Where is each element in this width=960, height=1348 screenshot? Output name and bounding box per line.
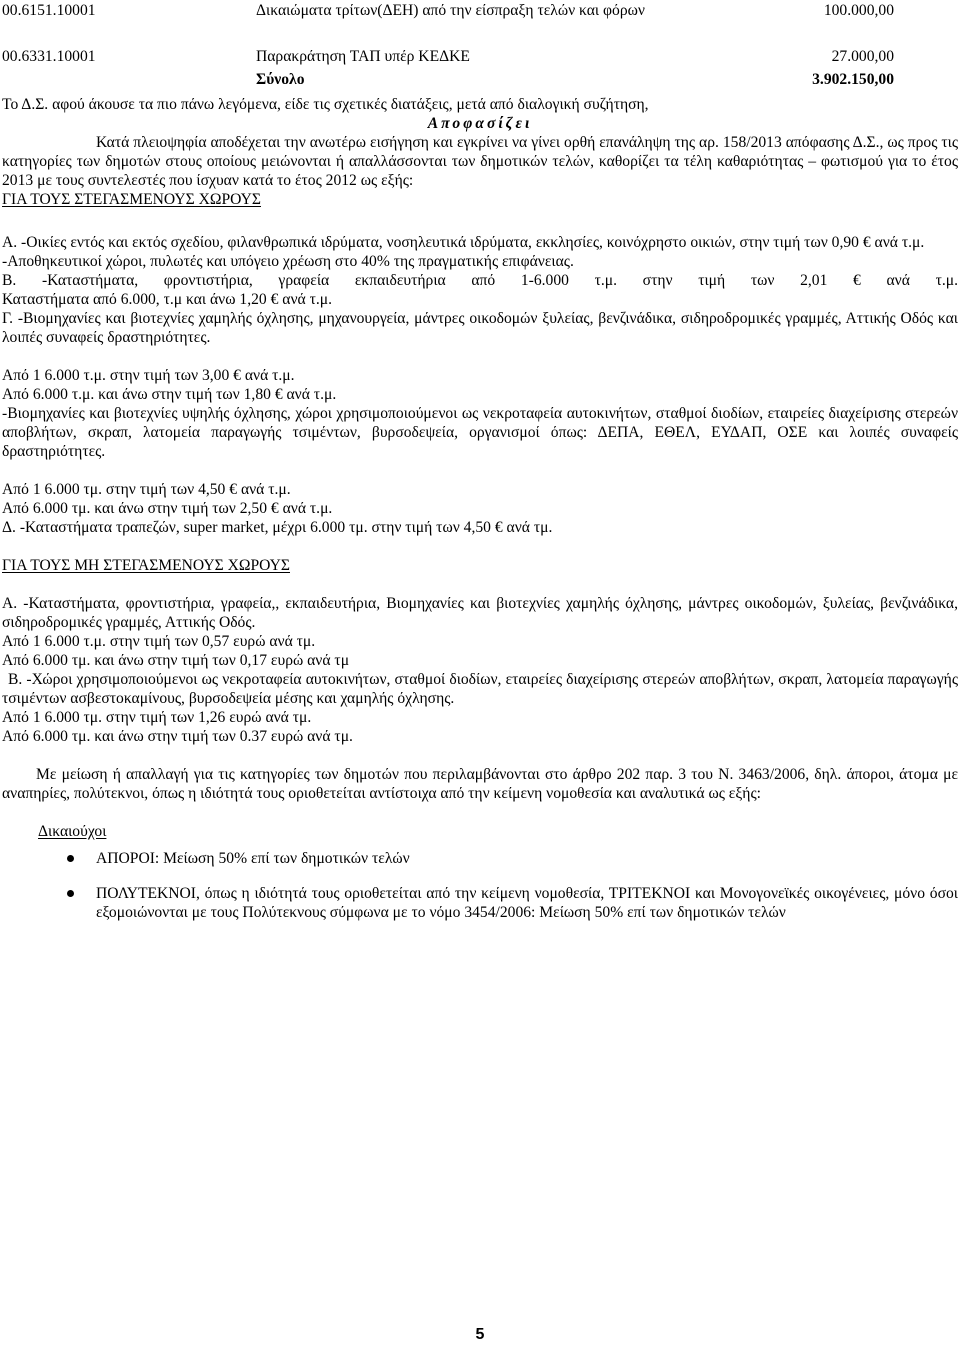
spacer <box>2 347 958 366</box>
budget-code: 00.6151.10001 <box>2 2 96 19</box>
budget-row <box>0 47 960 66</box>
document-body <box>2 95 958 938</box>
uncovered-item-b-rate-2: Από 6.000 τμ. και άνω στην τιμή των 0.37 ευρώ ανά τμ. <box>2 728 353 745</box>
covered-item-c-rate-1: Από 1 6.000 τ.μ. στην τιμή των 3,00 € ανά τ.μ. <box>2 367 295 384</box>
covered-item-c-heavy: -Βιομηχανίες και βιοτεχνίες υψηλής όχλησης, χώροι χρησιμοποιούμενοι ως νεκροταφεία αυτοκινήτων, σταθμοί διοδίων, εταιρείες διαχείρισης στερεών αποβλήτων, σκραπ, λατομεία παραγωγής τσιμέντων, βυρσοδεψεία, οργανισμοί όπως: ΔΕΠΑ, ΕΘΕΛ, ΕΥΔΑΠ, ΟΣΕ και λοιπές συναφείς δραστηριότητες. <box>2 405 958 460</box>
covered-item-a-storage: -Αποθηκευτικοί χώροι, πυλωτές και υπόγειο χρέωση στο 40% της πραγματικής επιφάνειας. <box>2 253 574 270</box>
uncovered-item-b: Β. -Χώροι χρησιμοποιούμενοι ως νεκροταφεία αυτοκινήτων, σταθμοί διοδίων, εταιρείες διαχείρισης στερεών αποβλήτων, σκραπ, λατομεία παραγωγής τσιμέντων ασβεστοκαμίνους, βυρσοδεψεία μέσης και χαμηλής όχλησης. <box>2 671 958 707</box>
covered-item-c-heavy-rate-2: Από 6.000 τμ. και άνω στην τιμή των 2,50 € ανά τ.μ. <box>2 500 333 517</box>
spacer <box>2 803 958 822</box>
spacer <box>2 537 958 556</box>
bullet-icon <box>67 890 74 897</box>
uncovered-spaces-heading: ΓΙΑ ΤΟΥΣ ΜΗ ΣΤΕΓΑΣΜΕΝΟΥΣ ΧΩΡΟΥΣ <box>2 557 290 574</box>
budget-amount: 100.000,00 <box>823 2 894 19</box>
reduction-paragraph: Με μείωση ή απαλλαγή για τις κατηγορίες των δημοτών που περιλαμβάνονται στο άρθρο 202 παρ. 3 του Ν. 3463/2006, δηλ. άποροι, άτομα με αναπηρίες, πολύτεκνοι, όπως η ιδιότητά τους οριοθετείται αντίστοιχα από την κείμενη νομοθεσία και αναλυτικά ως εξής: <box>2 766 958 802</box>
uncovered-item-a-rate-2: Από 6.000 τμ. και άνω στην τιμή των 0,17 ευρώ ανά τμ <box>2 652 350 669</box>
covered-item-c: Γ. -Βιομηχανίες και βιοτεχνίες χαμηλής όχλησης, μηχανουργεία, μάντρες οικοδομών ξυλείας, βενζινάδικα, σιδηροδρομικές γραμμές, Αττικής Οδός και λοιπές συναφείς δραστηριότητες. <box>2 310 958 346</box>
recipient-text: ΠΟΛΥΤΕΚΝΟΙ, όπως η ιδιότητά τους οριοθετείται από την κείμενη νομοθεσία, ΤΡΙΤΕΚΝΟΙ και Μονογονεϊκές οικογένειες, μόνο όσοι εξομοιώνονται με τους Πολύτεκνους σύμφωνα με το νόμο 3454/2006: Μείωση 50% επί των δημοτικών τελών <box>96 885 958 921</box>
covered-item-d: Δ. -Καταστήματα τραπεζών, super market, μέχρι 6.000 τμ. στην τιμή των 4,50 € ανά τμ. <box>2 519 553 536</box>
spacer <box>2 575 958 594</box>
budget-amount: 27.000,00 <box>831 48 894 65</box>
bullet-icon <box>67 855 74 862</box>
covered-item-b: Β. -Καταστήματα, φροντιστήρια, γραφεία εκπαιδευτήρια από 1-6.000 τ.μ. στην τιμή των 2,01 € ανά τ.μ. <box>2 272 958 289</box>
spacer <box>2 209 958 233</box>
recipients-list <box>2 849 958 922</box>
budget-row <box>0 1 960 20</box>
uncovered-item-a: Α. -Καταστήματα, φροντιστήρια, γραφεία,, εκπαιδευτήρια, Βιομηχανίες και βιοτεχνίες χαμηλής όχλησης, μάντρες οικοδομών, ξυλείας, βενζινάδικα, σιδηροδρομικές γραμμές, Αττικής Οδός. <box>2 595 958 631</box>
page-number: 5 <box>475 1326 485 1343</box>
budget-total-amount: 3.902.150,00 <box>812 71 894 88</box>
covered-spaces-heading: ΓΙΑ ΤΟΥΣ ΣΤΕΓΑΣΜΕΝΟΥΣ ΧΩΡΟΥΣ <box>2 191 261 208</box>
covered-item-b-large: Καταστήματα από 6.000, τ.μ και άνω 1,20 € ανά τ.μ. <box>2 291 332 308</box>
covered-item-c-rate-2: Από 6.000 τ.μ. και άνω στην τιμή των 1,80 € ανά τ.μ. <box>2 386 337 403</box>
list-item <box>96 884 958 922</box>
spacer <box>2 461 958 480</box>
covered-item-c-heavy-rate-1: Από 1 6.000 τμ. στην τιμή των 4,50 € ανά τ.μ. <box>2 481 291 498</box>
budget-code: 00.6331.10001 <box>2 48 96 65</box>
budget-total-row <box>0 70 960 89</box>
budget-description: Δικαιώματα τρίτων(ΔΕΗ) από την είσπραξη τελών και φόρων <box>256 2 645 19</box>
budget-description: Παρακράτηση ΤΑΠ υπέρ ΚΕΔΚΕ <box>256 48 470 65</box>
list-item <box>96 849 958 868</box>
uncovered-item-b-rate-1: Από 1 6.000 τμ. στην τιμή των 1,26 ευρώ ανά τμ. <box>2 709 312 726</box>
intro-paragraph: Το Δ.Σ. αφού άκουσε τα πιο πάνω λεγόμενα, είδε τις σχετικές διατάξεις, μετά από διαλογική συζήτηση, <box>2 96 649 113</box>
decision-paragraph: Κατά πλειοψηφία αποδέχεται την ανωτέρω εισήγηση και εγκρίνει να γίνει ορθή επανάληψη της αρ. 158/2013 απόφασης Δ.Σ., ως προς τις κατηγορίες των δημοτών στους οποίους μειώνονται ή απαλλάσσονται των δημοτικών τελών, καθορίζει τα τέλη καθαριότητας – φωτισμού για το έτος 2013 με τους συντελεστές που ίσχυαν κατά το έτος 2012 ως εξής: <box>2 134 958 189</box>
uncovered-item-a-rate-1: Από 1 6.000 τ.μ. στην τιμή των 0,57 ευρώ ανά τμ. <box>2 633 316 650</box>
covered-item-a: Α. -Οικίες εντός και εκτός σχεδίου, φιλανθρωπικά ιδρύματα, νοσηλευτικά ιδρύματα, εκκλησίες, κοινόχρηστο οικιών, στην τιμή των 0,90 € ανά τ.μ. <box>2 234 925 251</box>
budget-total-label: Σύνολο <box>256 71 305 88</box>
recipient-text: ΑΠΟΡΟΙ: Μείωση 50% επί των δημοτικών τελών <box>96 850 410 867</box>
recipients-heading: Δικαιούχοι <box>38 823 107 840</box>
spacer <box>2 746 958 765</box>
decision-heading: Αποφασίζει <box>427 115 533 132</box>
